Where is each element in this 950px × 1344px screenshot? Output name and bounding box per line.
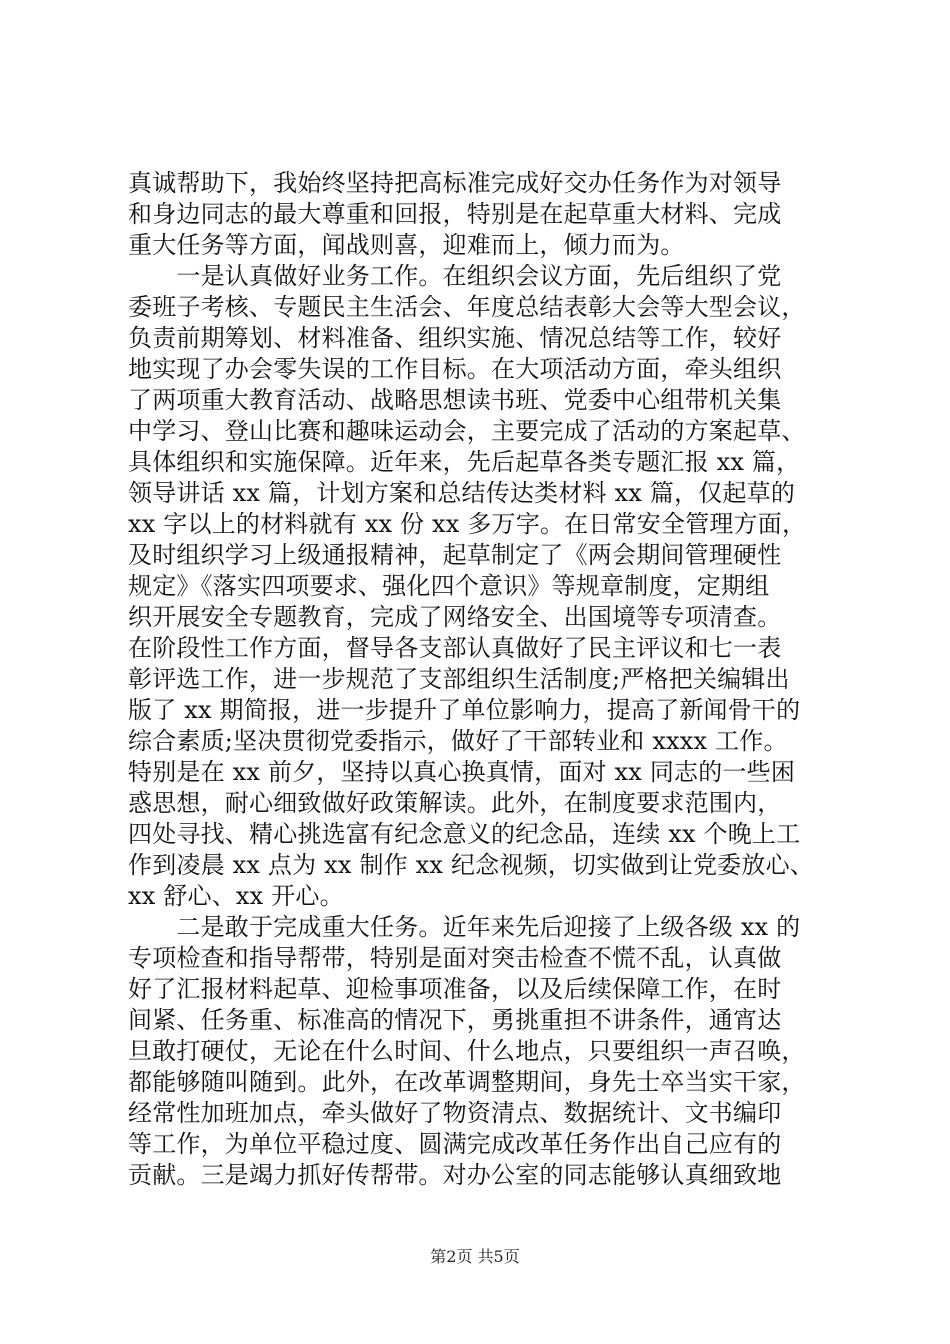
- text-line: 织开展安全专题教育，完成了网络安全、出国境等专项清查。: [128, 603, 782, 631]
- text-line: 负责前期筹划、材料准备、组织实施、情况总结等工作，较好: [128, 324, 782, 352]
- text-line: 重大任务等方面，闻战则喜，迎难而上，倾力而为。: [128, 231, 685, 259]
- text-line: 旦敢打硬仗，无论在什么时间、什么地点，只要组织一声召唤，: [128, 1037, 806, 1065]
- text-line: 地实现了办会零失误的工作目标。在大项活动方面，牵头组织: [128, 355, 782, 383]
- text-line: 委班子考核、专题民主生活会、年度总结表彰大会等大型会议，: [128, 293, 806, 321]
- text-line: 专项检查和指导帮带，特别是面对突击检查不慌不乱，认真做: [128, 944, 782, 972]
- text-line: xx 舒心、xx 开心。: [128, 882, 344, 910]
- text-line: 经常性加班加点，牵头做好了物资清点、数据统计、文书编印: [128, 1099, 782, 1127]
- text-line: xx 字以上的材料就有 xx 份 xx 多万字。在日常安全管理方面，: [128, 510, 807, 538]
- text-line: 贡献。三是竭力抓好传帮带。对办公室的同志能够认真细致地: [128, 1161, 782, 1189]
- text-line: 及时组织学习上级通报精神，起草制定了《两会期间管理硬性: [128, 541, 782, 569]
- text-line: 了两项重大教育活动、战略思想读书班、党委中心组带机关集: [128, 386, 782, 414]
- text-line: 好了汇报材料起草、迎检事项准备，以及后续保障工作，在时: [128, 975, 782, 1003]
- text-line: 和身边同志的最大尊重和回报，特别是在起草重大材料、完成: [128, 200, 782, 228]
- text-line: 中学习、登山比赛和趣味运动会，主要完成了活动的方案起草、: [128, 417, 806, 445]
- text-line: 等工作，为单位平稳过度、圆满完成改革任务作出自己应有的: [128, 1130, 782, 1158]
- text-line: 真诚帮助下，我始终坚持把高标准完成好交办任务作为对领导: [128, 169, 782, 197]
- text-line: 惑思想，耐心细致做好政策解读。此外，在制度要求范围内，: [128, 789, 782, 817]
- text-line: 版了 xx 期简报，进一步提升了单位影响力，提高了新闻骨干的: [128, 696, 801, 724]
- page-number-footer: 第2页 共5页: [430, 1247, 520, 1266]
- text-line: 四处寻找、精心挑选富有纪念意义的纪念品，连续 xx 个晚上工: [128, 820, 801, 848]
- text-line: 二是敢于完成重大任务。近年来先后迎接了上级各级 xx 的: [128, 913, 801, 941]
- text-line: 领导讲话 xx 篇，计划方案和总结传达类材料 xx 篇，仅起草的: [128, 479, 796, 507]
- text-line: 综合素质;坚决贯彻党委指示，做好了干部转业和 xxxx 工作。: [128, 727, 788, 755]
- text-line: 特别是在 xx 前夕，坚持以真心换真情，面对 xx 同志的一些困: [128, 758, 796, 786]
- text-line: 具体组织和实施保障。近年来，先后起草各类专题汇报 xx 篇，: [128, 448, 801, 476]
- text-line: 都能够随叫随到。此外，在改革调整期间，身先士卒当实干家，: [128, 1068, 806, 1096]
- text-line: 一是认真做好业务工作。在组织会议方面，先后组织了党: [128, 262, 782, 290]
- text-line: 在阶段性工作方面，督导各支部认真做好了民主评议和七一表: [128, 634, 782, 662]
- text-line: 作到凌晨 xx 点为 xx 制作 xx 纪念视频，切实做到让党委放心、: [128, 851, 814, 879]
- text-line: 规定》《落实四项要求、强化四个意识》等规章制度，定期组: [128, 572, 770, 600]
- text-line: 间紧、任务重、标准高的情况下，勇挑重担不讲条件，通宵达: [128, 1006, 782, 1034]
- text-line: 彰评选工作，进一步规范了支部组织生活制度;严格把关编辑出: [128, 665, 790, 693]
